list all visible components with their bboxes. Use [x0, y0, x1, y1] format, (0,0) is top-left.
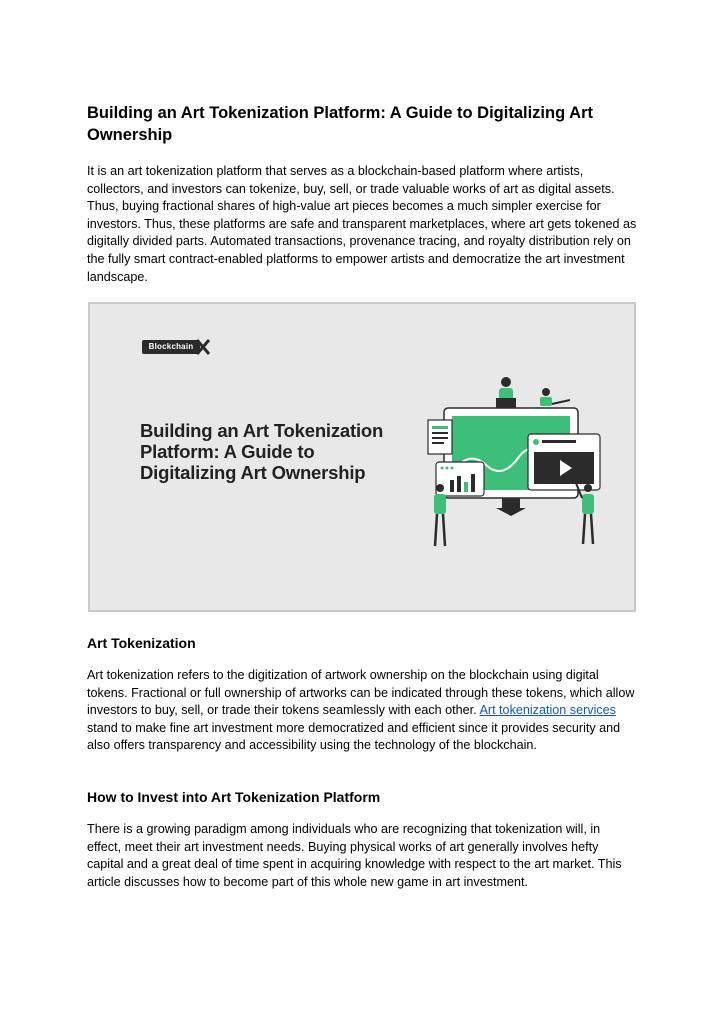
logo-text: Blockchain [142, 340, 200, 354]
section-heading-how-to-invest: How to Invest into Art Tokenization Platform [87, 789, 381, 805]
page-title: Building an Art Tokenization Platform: A Guide to Digitalizing Art Ownership [87, 104, 593, 144]
section-heading-art-tokenization: Art Tokenization [87, 635, 196, 651]
banner-image [88, 302, 636, 612]
intro-paragraph: It is an art tokenization platform that serves as a blockchain-based platform where artists, collectors, and investors can tokenize, buy, sell, or trade valuable works of art as digital assets. Thus, buying fractional shares of high-value art pieces becomes a much simpler exercise for investors. Thus, these platforms are safe and transparent marketplaces, where art gets tokened as digitally divided parts. Automated transactions, provenance tracing, and royalty distribution rely on the fully smart contract-enabled platforms to empower artists and democratize the art investment landscape. [87, 164, 637, 284]
paragraph-text: stand to make fine art investment more democratized and efficient since it provides security and also offers transparency and accessibility using the technology of the blockchain. [87, 720, 621, 753]
tokenization-illustration-icon [410, 370, 610, 550]
logo-x-icon [196, 338, 210, 356]
section-paragraph-how-to-invest: There is a growing paradigm among individuals who are recognizing that tokenization will, in effect, meet their art investment needs. Buying physical works of art generally involves hefty capital and a great deal of time spent in acquiring knowledge with respect to the art market. This article discusses how to become part of this whole new game in art investment. [87, 822, 622, 889]
art-tokenization-services-link[interactable]: Art tokenization services [479, 703, 616, 718]
banner-title: Building an Art Tokenization Platform: A Guide to Digitalizing Art Ownership [140, 420, 384, 483]
paragraph-text: Art tokenization refers to the digitization of artwork ownership on the blockchain using digital tokens. Fractional or full ownership of artworks can be indicated through these tokens, which allow investors to buy, sell, or trade their tokens seamlessly with each other. [87, 668, 635, 718]
section-paragraph-art-tokenization [87, 667, 637, 755]
blockchainx-logo [142, 338, 208, 356]
